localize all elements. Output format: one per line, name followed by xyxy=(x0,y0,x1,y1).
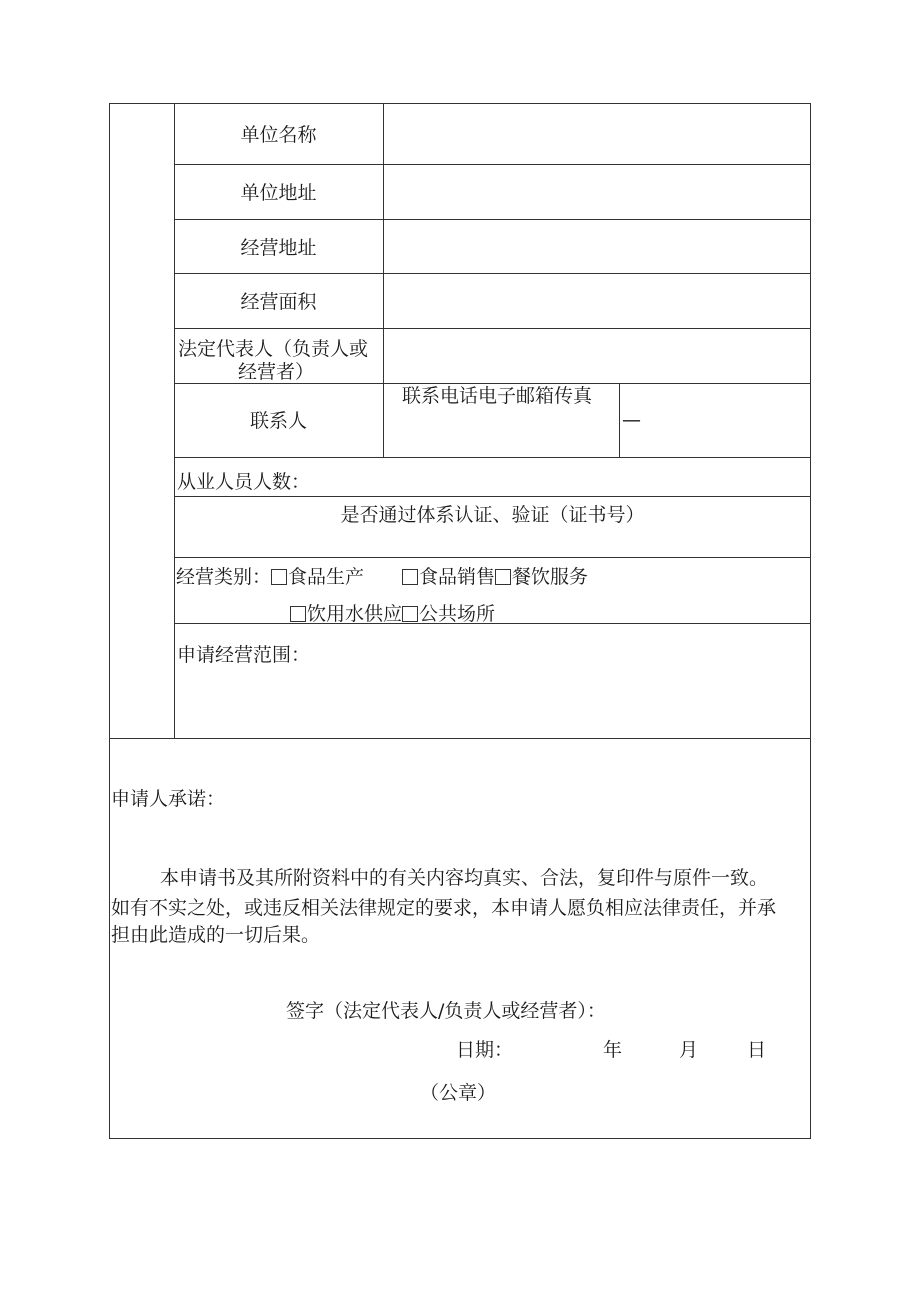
seal-label: （公章） xyxy=(420,1082,497,1104)
signature-label: 签字（法定代表人/负责人或经营者）： xyxy=(286,1000,606,1022)
scope-label: 申请经营范围： xyxy=(177,644,311,666)
contact-dash: — xyxy=(622,409,641,431)
business-category-label: 经营类别： xyxy=(176,566,272,588)
unit-address-label: 单位地址 xyxy=(240,182,317,204)
business-area-field[interactable] xyxy=(384,274,810,328)
date-year: 年 xyxy=(603,1039,623,1061)
category-food-production: 食品生产 xyxy=(288,566,365,588)
legal-rep-field[interactable] xyxy=(384,329,810,383)
row-divider xyxy=(174,496,811,497)
business-category-row2 xyxy=(290,603,495,625)
checkbox-food-production[interactable] xyxy=(271,569,287,585)
legal-rep-label-line1: 法定代表人（负责人或 xyxy=(178,338,369,360)
row-divider xyxy=(174,457,811,458)
unit-name-field[interactable] xyxy=(384,104,810,164)
checkbox-catering[interactable] xyxy=(495,569,511,585)
business-address-field[interactable] xyxy=(384,220,810,273)
checkbox-public-places[interactable] xyxy=(402,606,418,622)
pledge-text-line2: 如有不实之处，或违反相关法律规定的要求，本申请人愿负相应法律责任，并承 xyxy=(111,897,777,919)
business-category-row1 xyxy=(176,566,588,588)
pledge-text-line1: 本申请书及其所附资料中的有关内容均真实、合法，复印件与原件一致。 xyxy=(160,867,769,889)
scope-field[interactable] xyxy=(176,670,810,738)
pledge-text-line3: 担由此造成的一切后果。 xyxy=(111,924,321,946)
legal-rep-label-line2: 经营者） xyxy=(238,361,315,383)
date-day: 日 xyxy=(747,1039,767,1061)
category-food-sales: 食品销售 xyxy=(419,566,496,588)
date-month: 月 xyxy=(679,1039,699,1061)
category-public-places: 公共场所 xyxy=(419,603,496,625)
business-area-label: 经营面积 xyxy=(240,291,317,313)
staff-count-label: 从业人员人数： xyxy=(177,471,311,493)
contact-person-label: 联系人 xyxy=(249,410,307,432)
certification-label: 是否通过体系认证、验证（证书号） xyxy=(340,504,645,526)
pledge-title: 申请人承诺： xyxy=(111,788,226,810)
row-divider xyxy=(174,557,811,558)
business-address-label: 经营地址 xyxy=(240,237,317,259)
row-divider xyxy=(174,383,811,384)
contact-field[interactable] xyxy=(384,410,618,456)
checkbox-drinking-water[interactable] xyxy=(290,606,306,622)
contact-divider xyxy=(619,383,620,457)
unit-name-label: 单位名称 xyxy=(240,124,317,146)
checkbox-food-sales[interactable] xyxy=(402,569,418,585)
date-label: 日期： xyxy=(456,1039,514,1061)
contact-subheader: 联系电话电子邮箱传真 xyxy=(402,385,593,407)
unit-address-field[interactable] xyxy=(384,165,810,219)
category-drinking-water: 饮用水供应 xyxy=(307,603,403,625)
category-catering: 餐饮服务 xyxy=(512,566,589,588)
